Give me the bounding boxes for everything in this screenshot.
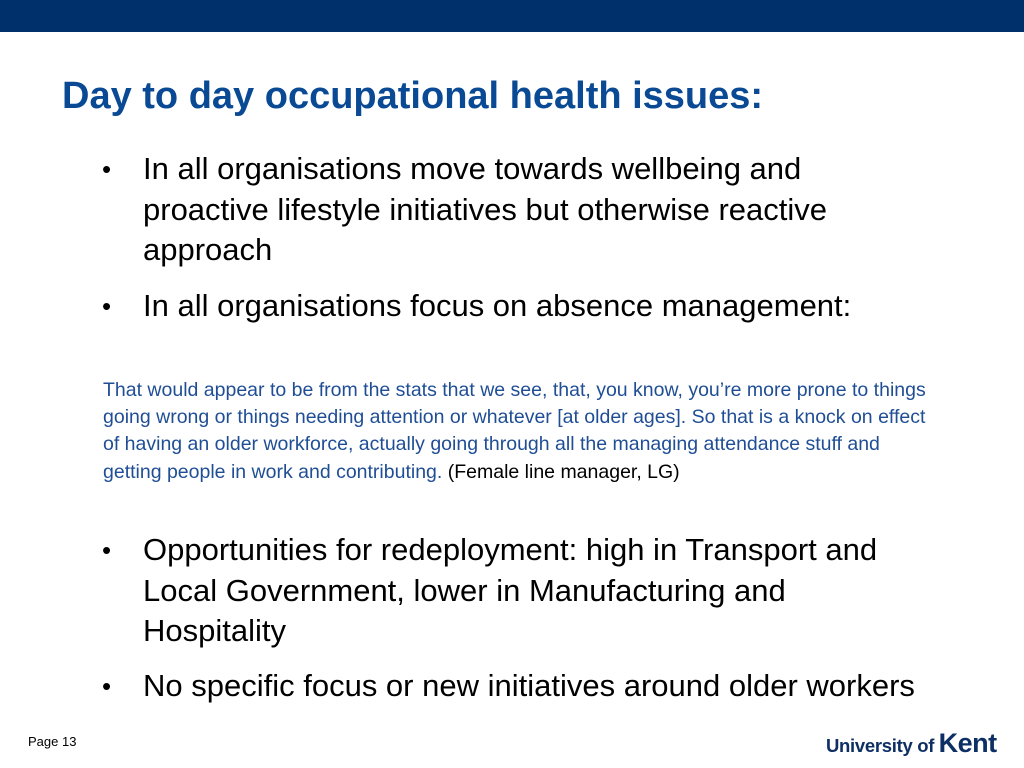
bullet-text: Opportunities for redeployment: high in Transport and Local Government, lower in Manufacturing and Hospitality bbox=[143, 532, 878, 648]
slide-title: Day to day occupational health issues: bbox=[62, 75, 764, 117]
bullet-item bbox=[102, 286, 922, 327]
bullet-text: No specific focus or new initiatives around older workers bbox=[143, 668, 915, 703]
bullet-marker: • bbox=[102, 535, 112, 565]
bullet-marker: • bbox=[102, 671, 112, 701]
quote-text: That would appear to be from the stats that we see, that, you know, you’re more prone to things going wrong or things needing attention or whatever [at older ages]. So that is a knock on effect of having an older workforce, actually going through all the managing attendance stuff and getting people in work and contributing. bbox=[103, 379, 926, 483]
bullet-marker: • bbox=[102, 154, 112, 184]
logo-prefix: University of bbox=[826, 735, 935, 756]
university-logo bbox=[826, 728, 997, 759]
bullet-text: In all organisations focus on absence management: bbox=[143, 288, 852, 323]
page-number: Page 13 bbox=[28, 734, 77, 749]
bullet-item bbox=[102, 666, 922, 707]
header-bar bbox=[0, 0, 1024, 32]
logo-name: Kent bbox=[938, 728, 997, 758]
bullet-item bbox=[102, 149, 922, 271]
interview-quote bbox=[103, 377, 933, 486]
bullet-marker: • bbox=[102, 291, 112, 321]
bullet-item bbox=[102, 530, 932, 652]
bullet-text: In all organisations move towards wellbeing and proactive lifestyle initiatives but otherwise reactive approach bbox=[143, 151, 828, 267]
quote-attribution: (Female line manager, LG) bbox=[447, 460, 680, 483]
